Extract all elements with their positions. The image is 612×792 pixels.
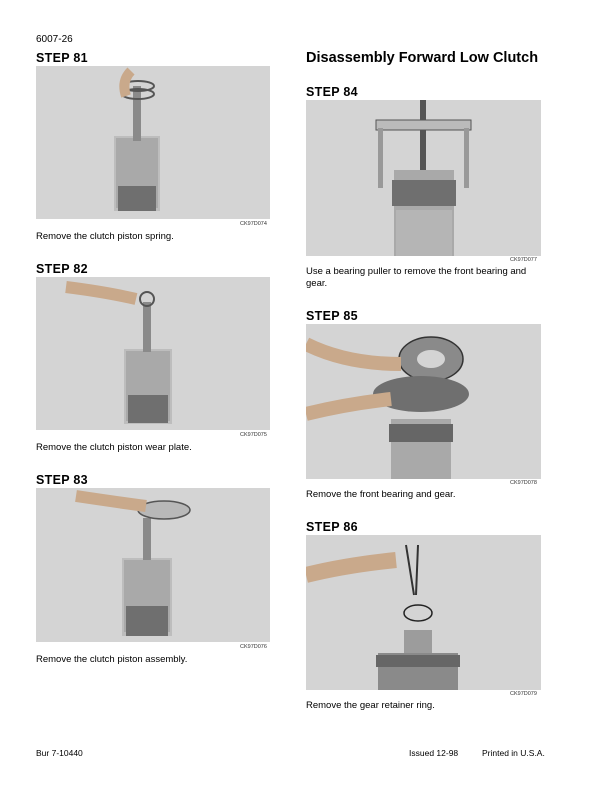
page-number: 6007-26 bbox=[36, 34, 73, 45]
step-84-photo-code: CK97D077 bbox=[510, 257, 537, 263]
step-81-heading: STEP 81 bbox=[36, 51, 88, 65]
step-84-caption: Use a bearing puller to remove the front bearing and gear. bbox=[306, 266, 527, 289]
piston-assembly-illustration bbox=[36, 488, 270, 642]
step-86-heading: STEP 86 bbox=[306, 520, 358, 534]
step-83-photo-code: CK97D076 bbox=[240, 644, 267, 650]
step-84-heading: STEP 84 bbox=[306, 85, 358, 99]
step-85-photo-code: CK97D078 bbox=[510, 480, 537, 486]
step-86-photo bbox=[306, 535, 541, 690]
step-86-photo-code: CK97D079 bbox=[510, 691, 537, 697]
bearing-puller-illustration bbox=[306, 100, 541, 256]
step-85-caption: Remove the front bearing and gear. bbox=[306, 489, 456, 500]
footer-issued: Issued 12-98 bbox=[409, 748, 459, 758]
step-81-photo bbox=[36, 66, 270, 219]
retainer-ring-illustration bbox=[306, 535, 541, 690]
step-82-photo bbox=[36, 277, 270, 430]
wear-plate-illustration bbox=[36, 277, 270, 430]
step-85-photo bbox=[306, 324, 541, 479]
step-82-photo-code: CK97D075 bbox=[240, 432, 267, 438]
footer-doc-id: Bur 7-10440 bbox=[36, 748, 83, 758]
step-81-photo-code: CK97D074 bbox=[240, 221, 267, 227]
step-83-photo bbox=[36, 488, 270, 642]
step-83-heading: STEP 83 bbox=[36, 473, 88, 487]
footer-printed: Printed in U.S.A. bbox=[482, 748, 545, 758]
step-84-photo bbox=[306, 100, 541, 256]
front-bearing-gear-illustration bbox=[306, 324, 541, 479]
step-82-heading: STEP 82 bbox=[36, 262, 88, 276]
clutch-spring-illustration bbox=[36, 66, 270, 219]
step-81-caption: Remove the clutch piston spring. bbox=[36, 231, 174, 242]
step-85-heading: STEP 85 bbox=[306, 309, 358, 323]
step-82-caption: Remove the clutch piston wear plate. bbox=[36, 442, 192, 453]
step-86-caption: Remove the gear retainer ring. bbox=[306, 700, 435, 711]
step-83-caption: Remove the clutch piston assembly. bbox=[36, 654, 188, 665]
section-title: Disassembly Forward Low Clutch bbox=[306, 50, 539, 66]
